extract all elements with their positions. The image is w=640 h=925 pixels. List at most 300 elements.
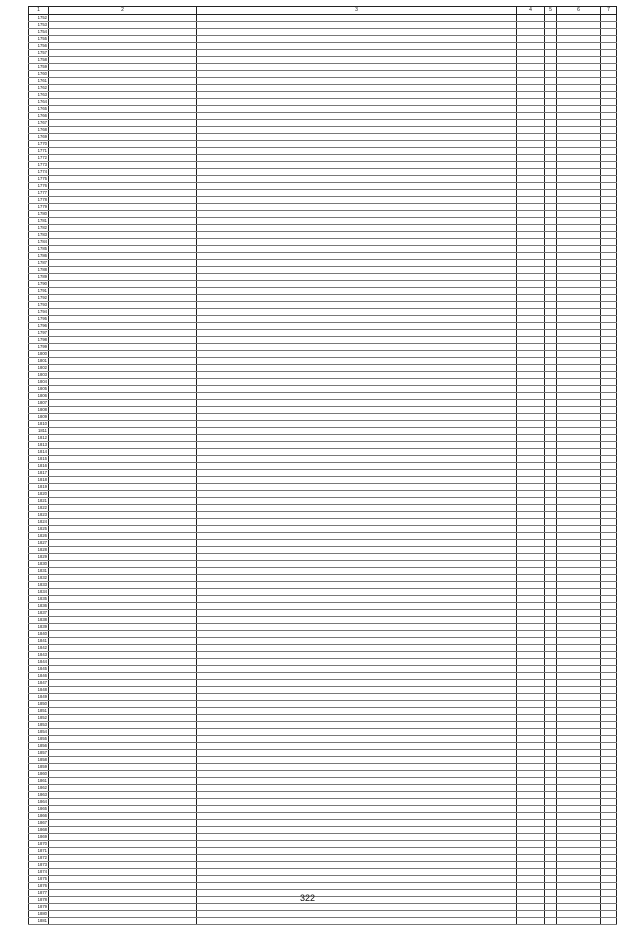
address-cell bbox=[49, 728, 197, 735]
period-cell bbox=[557, 644, 601, 651]
period-cell bbox=[557, 56, 601, 63]
period-cell bbox=[557, 756, 601, 763]
year-cell bbox=[517, 371, 545, 378]
work-type-cell bbox=[197, 112, 517, 119]
table-row bbox=[29, 700, 617, 707]
blank-cell bbox=[601, 490, 617, 497]
row-number-cell: 1830 bbox=[29, 560, 49, 567]
period-cell bbox=[557, 665, 601, 672]
blank-cell bbox=[545, 343, 557, 350]
address-cell bbox=[49, 763, 197, 770]
blank-cell bbox=[601, 161, 617, 168]
period-cell bbox=[557, 476, 601, 483]
year-cell bbox=[517, 448, 545, 455]
address-cell bbox=[49, 497, 197, 504]
blank-cell bbox=[601, 686, 617, 693]
blank-cell bbox=[601, 854, 617, 861]
work-type-cell bbox=[197, 749, 517, 756]
blank-cell bbox=[601, 805, 617, 812]
address-cell bbox=[49, 889, 197, 896]
year-cell bbox=[517, 140, 545, 147]
work-type-cell bbox=[197, 98, 517, 105]
table-row bbox=[29, 798, 617, 805]
address-cell bbox=[49, 371, 197, 378]
period-cell bbox=[557, 406, 601, 413]
table-row bbox=[29, 630, 617, 637]
address-cell bbox=[49, 273, 197, 280]
row-number-cell: 1784 bbox=[29, 238, 49, 245]
period-cell bbox=[557, 560, 601, 567]
blank-cell bbox=[601, 301, 617, 308]
period-cell bbox=[557, 917, 601, 924]
table-row bbox=[29, 448, 617, 455]
table-row bbox=[29, 406, 617, 413]
blank-cell bbox=[545, 490, 557, 497]
address-cell bbox=[49, 133, 197, 140]
row-number-cell: 1833 bbox=[29, 581, 49, 588]
table-row bbox=[29, 462, 617, 469]
row-number-cell: 1881 bbox=[29, 917, 49, 924]
year-cell bbox=[517, 378, 545, 385]
table-row bbox=[29, 686, 617, 693]
table-row bbox=[29, 889, 617, 896]
blank-cell bbox=[545, 231, 557, 238]
year-cell bbox=[517, 189, 545, 196]
blank-cell bbox=[601, 182, 617, 189]
blank-cell bbox=[601, 567, 617, 574]
year-cell bbox=[517, 511, 545, 518]
year-cell bbox=[517, 686, 545, 693]
work-type-cell bbox=[197, 140, 517, 147]
row-number-cell: 1874 bbox=[29, 868, 49, 875]
address-cell bbox=[49, 49, 197, 56]
blank-cell bbox=[601, 721, 617, 728]
period-cell bbox=[557, 721, 601, 728]
address-cell bbox=[49, 784, 197, 791]
year-cell bbox=[517, 791, 545, 798]
work-type-cell bbox=[197, 378, 517, 385]
address-cell bbox=[49, 378, 197, 385]
year-cell bbox=[517, 756, 545, 763]
period-cell bbox=[557, 497, 601, 504]
row-number-cell: 1788 bbox=[29, 266, 49, 273]
row-number-cell: 1809 bbox=[29, 413, 49, 420]
row-number-cell: 1783 bbox=[29, 231, 49, 238]
period-cell bbox=[557, 203, 601, 210]
row-number-cell: 1804 bbox=[29, 378, 49, 385]
blank-cell bbox=[601, 259, 617, 266]
blank-cell bbox=[601, 168, 617, 175]
address-cell bbox=[49, 875, 197, 882]
year-cell bbox=[517, 539, 545, 546]
blank-cell bbox=[601, 280, 617, 287]
row-number-cell: 1838 bbox=[29, 616, 49, 623]
table-row bbox=[29, 749, 617, 756]
work-type-cell bbox=[197, 637, 517, 644]
blank-cell bbox=[601, 392, 617, 399]
period-cell bbox=[557, 686, 601, 693]
table-row bbox=[29, 14, 617, 21]
blank-cell bbox=[545, 98, 557, 105]
year-cell bbox=[517, 714, 545, 721]
row-number-cell: 1769 bbox=[29, 133, 49, 140]
table-row bbox=[29, 364, 617, 371]
blank-cell bbox=[545, 476, 557, 483]
year-cell bbox=[517, 455, 545, 462]
blank-cell bbox=[545, 322, 557, 329]
work-type-cell bbox=[197, 441, 517, 448]
year-cell bbox=[517, 847, 545, 854]
work-type-cell bbox=[197, 847, 517, 854]
address-cell bbox=[49, 686, 197, 693]
blank-cell bbox=[601, 91, 617, 98]
blank-cell bbox=[601, 70, 617, 77]
blank-cell bbox=[601, 385, 617, 392]
year-cell bbox=[517, 497, 545, 504]
period-cell bbox=[557, 42, 601, 49]
table-row bbox=[29, 665, 617, 672]
period-cell bbox=[557, 700, 601, 707]
work-type-cell bbox=[197, 665, 517, 672]
period-cell bbox=[557, 616, 601, 623]
table-row bbox=[29, 231, 617, 238]
blank-cell bbox=[601, 770, 617, 777]
blank-cell bbox=[545, 189, 557, 196]
period-cell bbox=[557, 70, 601, 77]
row-number-cell: 1823 bbox=[29, 511, 49, 518]
work-type-cell bbox=[197, 371, 517, 378]
year-cell bbox=[517, 707, 545, 714]
address-cell bbox=[49, 203, 197, 210]
blank-cell bbox=[545, 868, 557, 875]
year-cell bbox=[517, 392, 545, 399]
period-cell bbox=[557, 805, 601, 812]
address-cell bbox=[49, 693, 197, 700]
year-cell bbox=[517, 329, 545, 336]
table-row bbox=[29, 560, 617, 567]
period-cell bbox=[557, 77, 601, 84]
blank-cell bbox=[545, 252, 557, 259]
work-type-cell bbox=[197, 770, 517, 777]
row-number-cell: 1875 bbox=[29, 875, 49, 882]
year-cell bbox=[517, 798, 545, 805]
year-cell bbox=[517, 301, 545, 308]
blank-cell bbox=[601, 427, 617, 434]
period-cell bbox=[557, 392, 601, 399]
column-header: 2 bbox=[49, 7, 197, 15]
period-cell bbox=[557, 224, 601, 231]
period-cell bbox=[557, 455, 601, 462]
period-cell bbox=[557, 413, 601, 420]
work-type-cell bbox=[197, 819, 517, 826]
year-cell bbox=[517, 175, 545, 182]
year-cell bbox=[517, 112, 545, 119]
address-cell bbox=[49, 840, 197, 847]
blank-cell bbox=[545, 294, 557, 301]
blank-cell bbox=[601, 483, 617, 490]
work-type-cell bbox=[197, 910, 517, 917]
row-number-cell: 1807 bbox=[29, 399, 49, 406]
table-row bbox=[29, 763, 617, 770]
table-row bbox=[29, 378, 617, 385]
address-cell bbox=[49, 70, 197, 77]
year-cell bbox=[517, 133, 545, 140]
year-cell bbox=[517, 126, 545, 133]
year-cell bbox=[517, 266, 545, 273]
work-type-cell bbox=[197, 539, 517, 546]
table-row bbox=[29, 392, 617, 399]
table-row bbox=[29, 483, 617, 490]
address-cell bbox=[49, 91, 197, 98]
blank-cell bbox=[545, 210, 557, 217]
table-row bbox=[29, 567, 617, 574]
column-header: 1 bbox=[29, 7, 49, 15]
blank-cell bbox=[601, 266, 617, 273]
row-number-cell: 1827 bbox=[29, 539, 49, 546]
blank-cell bbox=[545, 588, 557, 595]
blank-cell bbox=[545, 875, 557, 882]
address-cell bbox=[49, 707, 197, 714]
row-number-cell: 1836 bbox=[29, 602, 49, 609]
blank-cell bbox=[545, 287, 557, 294]
address-cell bbox=[49, 462, 197, 469]
blank-cell bbox=[545, 182, 557, 189]
table-row bbox=[29, 427, 617, 434]
year-cell bbox=[517, 91, 545, 98]
period-cell bbox=[557, 749, 601, 756]
year-cell bbox=[517, 532, 545, 539]
address-cell bbox=[49, 357, 197, 364]
year-cell bbox=[517, 672, 545, 679]
work-type-cell bbox=[197, 231, 517, 238]
work-type-cell bbox=[197, 798, 517, 805]
row-number-cell: 1839 bbox=[29, 623, 49, 630]
work-type-cell bbox=[197, 511, 517, 518]
blank-cell bbox=[601, 14, 617, 21]
blank-cell bbox=[601, 49, 617, 56]
period-cell bbox=[557, 91, 601, 98]
address-cell bbox=[49, 112, 197, 119]
blank-cell bbox=[545, 70, 557, 77]
blank-cell bbox=[545, 812, 557, 819]
blank-cell bbox=[545, 518, 557, 525]
work-type-cell bbox=[197, 728, 517, 735]
address-cell bbox=[49, 721, 197, 728]
work-type-cell bbox=[197, 581, 517, 588]
column-header: 5 bbox=[545, 7, 557, 15]
table-row bbox=[29, 728, 617, 735]
period-cell bbox=[557, 329, 601, 336]
address-cell bbox=[49, 343, 197, 350]
table-row bbox=[29, 511, 617, 518]
table-row bbox=[29, 679, 617, 686]
address-cell bbox=[49, 637, 197, 644]
blank-cell bbox=[601, 833, 617, 840]
row-number-cell: 1820 bbox=[29, 490, 49, 497]
work-type-cell bbox=[197, 14, 517, 21]
address-cell bbox=[49, 266, 197, 273]
table-row bbox=[29, 315, 617, 322]
address-cell bbox=[49, 308, 197, 315]
blank-cell bbox=[545, 819, 557, 826]
year-cell bbox=[517, 77, 545, 84]
blank-cell bbox=[601, 560, 617, 567]
period-cell bbox=[557, 133, 601, 140]
blank-cell bbox=[545, 721, 557, 728]
blank-cell bbox=[545, 546, 557, 553]
blank-cell bbox=[601, 28, 617, 35]
blank-cell bbox=[545, 308, 557, 315]
year-cell bbox=[517, 777, 545, 784]
row-number-cell: 1846 bbox=[29, 672, 49, 679]
row-number-cell: 1805 bbox=[29, 385, 49, 392]
address-cell bbox=[49, 455, 197, 462]
period-cell bbox=[557, 168, 601, 175]
row-number-cell: 1797 bbox=[29, 329, 49, 336]
blank-cell bbox=[545, 567, 557, 574]
work-type-cell bbox=[197, 70, 517, 77]
work-type-cell bbox=[197, 560, 517, 567]
blank-cell bbox=[545, 399, 557, 406]
year-cell bbox=[517, 679, 545, 686]
work-type-cell bbox=[197, 392, 517, 399]
blank-cell bbox=[545, 385, 557, 392]
year-cell bbox=[517, 420, 545, 427]
blank-cell bbox=[601, 56, 617, 63]
row-number-cell: 1824 bbox=[29, 518, 49, 525]
work-type-cell bbox=[197, 588, 517, 595]
work-type-cell bbox=[197, 322, 517, 329]
blank-cell bbox=[545, 742, 557, 749]
table-row bbox=[29, 259, 617, 266]
year-cell bbox=[517, 868, 545, 875]
year-cell bbox=[517, 595, 545, 602]
period-cell bbox=[557, 371, 601, 378]
blank-cell bbox=[545, 623, 557, 630]
address-cell bbox=[49, 238, 197, 245]
period-cell bbox=[557, 245, 601, 252]
blank-cell bbox=[545, 364, 557, 371]
row-number-cell: 1780 bbox=[29, 210, 49, 217]
row-number-cell: 1816 bbox=[29, 462, 49, 469]
work-type-cell bbox=[197, 21, 517, 28]
table-row bbox=[29, 672, 617, 679]
year-cell bbox=[517, 315, 545, 322]
work-type-cell bbox=[197, 476, 517, 483]
work-type-cell bbox=[197, 329, 517, 336]
blank-cell bbox=[601, 756, 617, 763]
year-cell bbox=[517, 812, 545, 819]
period-cell bbox=[557, 504, 601, 511]
blank-cell bbox=[601, 287, 617, 294]
period-cell bbox=[557, 819, 601, 826]
address-cell bbox=[49, 147, 197, 154]
blank-cell bbox=[545, 378, 557, 385]
work-type-cell bbox=[197, 399, 517, 406]
address-cell bbox=[49, 252, 197, 259]
blank-cell bbox=[601, 539, 617, 546]
blank-cell bbox=[545, 455, 557, 462]
period-cell bbox=[557, 728, 601, 735]
address-cell bbox=[49, 161, 197, 168]
year-cell bbox=[517, 119, 545, 126]
year-cell bbox=[517, 861, 545, 868]
work-type-cell bbox=[197, 490, 517, 497]
row-number-cell: 1768 bbox=[29, 126, 49, 133]
blank-cell bbox=[545, 882, 557, 889]
year-cell bbox=[517, 70, 545, 77]
period-cell bbox=[557, 882, 601, 889]
blank-cell bbox=[601, 651, 617, 658]
blank-cell bbox=[545, 525, 557, 532]
row-number-cell: 1800 bbox=[29, 350, 49, 357]
blank-cell bbox=[601, 294, 617, 301]
year-cell bbox=[517, 252, 545, 259]
year-cell bbox=[517, 98, 545, 105]
row-number-cell: 1766 bbox=[29, 112, 49, 119]
blank-cell bbox=[545, 21, 557, 28]
table-row bbox=[29, 525, 617, 532]
year-cell bbox=[517, 469, 545, 476]
address-cell bbox=[49, 770, 197, 777]
period-cell bbox=[557, 567, 601, 574]
period-cell bbox=[557, 735, 601, 742]
row-number-cell: 1795 bbox=[29, 315, 49, 322]
work-type-cell bbox=[197, 833, 517, 840]
work-type-cell bbox=[197, 455, 517, 462]
year-cell bbox=[517, 749, 545, 756]
row-number-cell: 1814 bbox=[29, 448, 49, 455]
year-cell bbox=[517, 182, 545, 189]
table-row bbox=[29, 42, 617, 49]
period-cell bbox=[557, 147, 601, 154]
year-cell bbox=[517, 504, 545, 511]
work-type-cell bbox=[197, 210, 517, 217]
year-cell bbox=[517, 763, 545, 770]
blank-cell bbox=[601, 245, 617, 252]
blank-cell bbox=[601, 658, 617, 665]
period-cell bbox=[557, 182, 601, 189]
work-type-cell bbox=[197, 735, 517, 742]
row-number-cell: 1880 bbox=[29, 910, 49, 917]
work-type-cell bbox=[197, 700, 517, 707]
row-number-cell: 1771 bbox=[29, 147, 49, 154]
blank-cell bbox=[601, 896, 617, 903]
table-row bbox=[29, 336, 617, 343]
row-number-cell: 1801 bbox=[29, 357, 49, 364]
work-type-cell bbox=[197, 896, 517, 903]
table-row bbox=[29, 854, 617, 861]
address-cell bbox=[49, 420, 197, 427]
address-cell bbox=[49, 833, 197, 840]
address-cell bbox=[49, 28, 197, 35]
blank-cell bbox=[545, 112, 557, 119]
blank-cell bbox=[601, 679, 617, 686]
row-number-cell: 1842 bbox=[29, 644, 49, 651]
blank-cell bbox=[545, 469, 557, 476]
period-cell bbox=[557, 525, 601, 532]
address-cell bbox=[49, 518, 197, 525]
address-cell bbox=[49, 735, 197, 742]
table-row bbox=[29, 896, 617, 903]
address-cell bbox=[49, 280, 197, 287]
year-cell bbox=[517, 588, 545, 595]
period-cell bbox=[557, 651, 601, 658]
blank-cell bbox=[601, 378, 617, 385]
year-cell bbox=[517, 483, 545, 490]
row-number-cell: 1806 bbox=[29, 392, 49, 399]
row-number-cell: 1785 bbox=[29, 245, 49, 252]
